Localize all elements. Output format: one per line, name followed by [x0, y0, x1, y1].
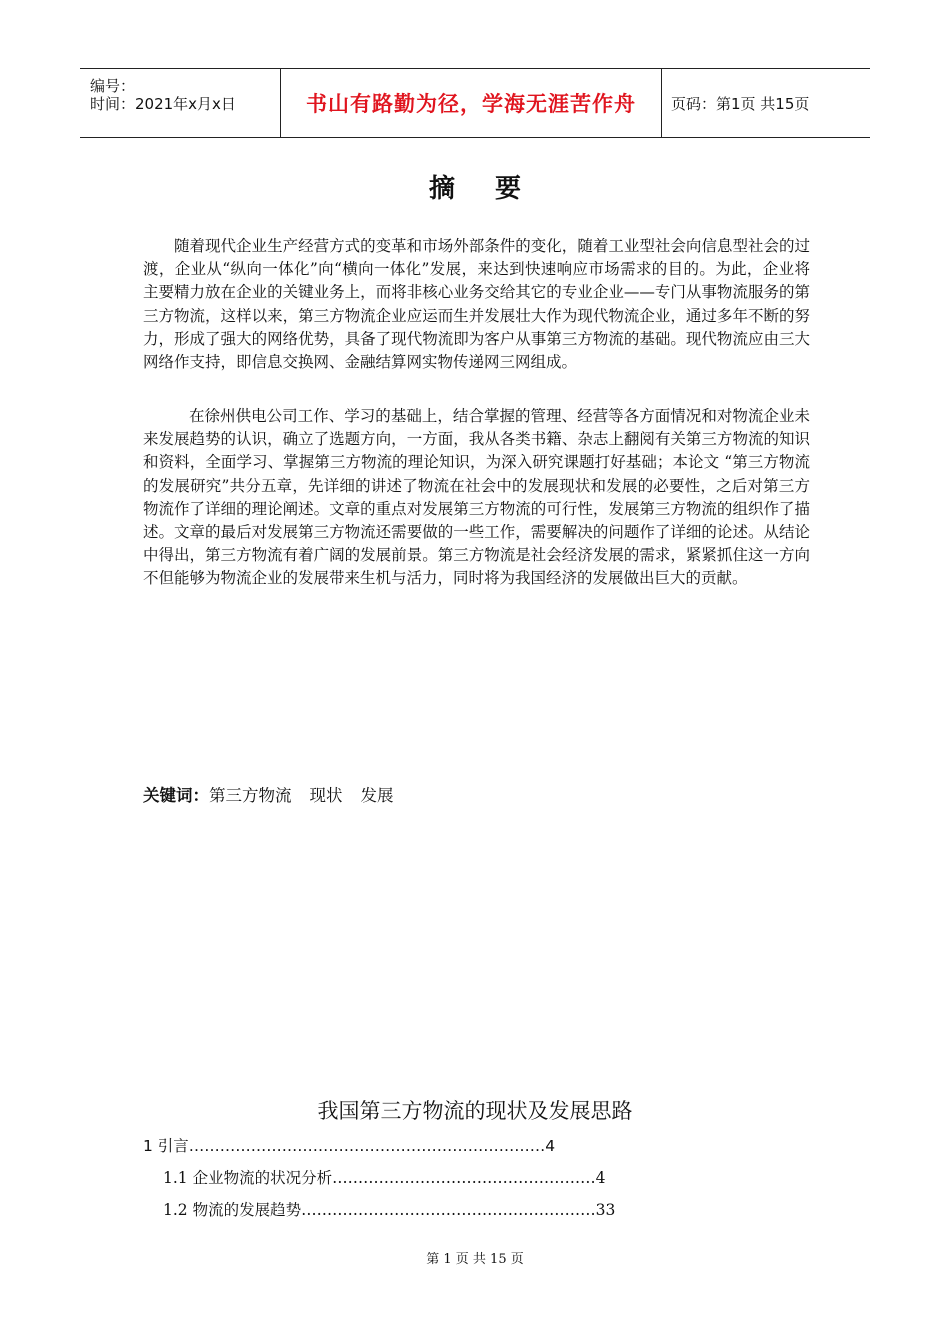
abstract-paragraph-1: 随着现代企业生产经营方式的变革和市场外部条件的变化，随着工业型社会向信息型社会的过渡，企业从“纵向一体化”向“横向一体化”发展，来达到快速响应市场需求的目的。为此，企业将主要精力放在企业的关键业务上，而将非核心业务交给其它的专业企业——专门从事物流服务的第三方物流，这样以来，第三方物流企业应运而生并发展壮大作为现代物流企业，通过多年不断的努力，形成了强大的网络优势，具备了现代物流即为客户从事第三方物流的基础。现代物流应由三大网络作支持，即信息交换网、金融结算网实物传递网三网组成。 — [143, 237, 810, 372]
abstract-paragraph-2: 在徐州供电公司工作、学习的基础上，结合掌握的管理、经营等各方面情况和对物流企业未来发展趋势的认识，确立了选题方向，一方面，我从各类书籍、杂志上翻阅有关第三方物流的知识和资料，全面学习、掌握第三方物流的理论知识，为深入研究课题打好基础；本论文 “第三方物流的发展研究”共分五章，先详细的讲述了物流在社会中的发展现状和发展的必要性，之后对第三方物流作了详细的理论阐述。文章的重点对发展第三方物流的可行性，发展第三方物流的组织作了描述。文章的最后对发展第三方物流还需要做的一些工作，需要解决的问题作了详细的论述。从结论中得出，第三方物流有着广阔的发展前景。第三方物流是社会经济发展的需求，紧紧抓住这一方向不但能够为物流企业的发展带来生机与活力，同时将为我国经济的发展做出巨大的贡献。 — [143, 407, 810, 588]
toc-entry[interactable]: 1.2 物流的发展趋势…………………………………………………33 — [163, 1201, 616, 1219]
header-meta-cell — [80, 69, 278, 137]
toc-entry[interactable]: 1 引言……………………………………………………………4 — [143, 1137, 556, 1155]
toc-entry[interactable]: 1.1 企业物流的状况分析……………………………………………4 — [163, 1169, 606, 1187]
header-motto: 书山有路勤为径，学海无涯苦作舟 — [306, 92, 636, 116]
keyword: 发展 — [360, 786, 394, 805]
header-table — [80, 68, 870, 138]
abstract-title: 摘要 — [428, 174, 561, 204]
keyword: 第三方物流 — [209, 786, 292, 805]
page-footer: 第 1 页 共 15 页 — [426, 1252, 524, 1267]
keywords-line — [143, 782, 412, 806]
header-page-info: 页码：第1页 共15页 — [671, 94, 810, 113]
keyword: 现状 — [309, 786, 343, 805]
number-label: 编号： — [90, 77, 136, 95]
keywords-label: 关键词： — [143, 786, 209, 805]
toc-title: 我国第三方物流的现状及发展思路 — [317, 1099, 633, 1123]
time-label: 时间：2021年x月x日 — [90, 95, 236, 113]
